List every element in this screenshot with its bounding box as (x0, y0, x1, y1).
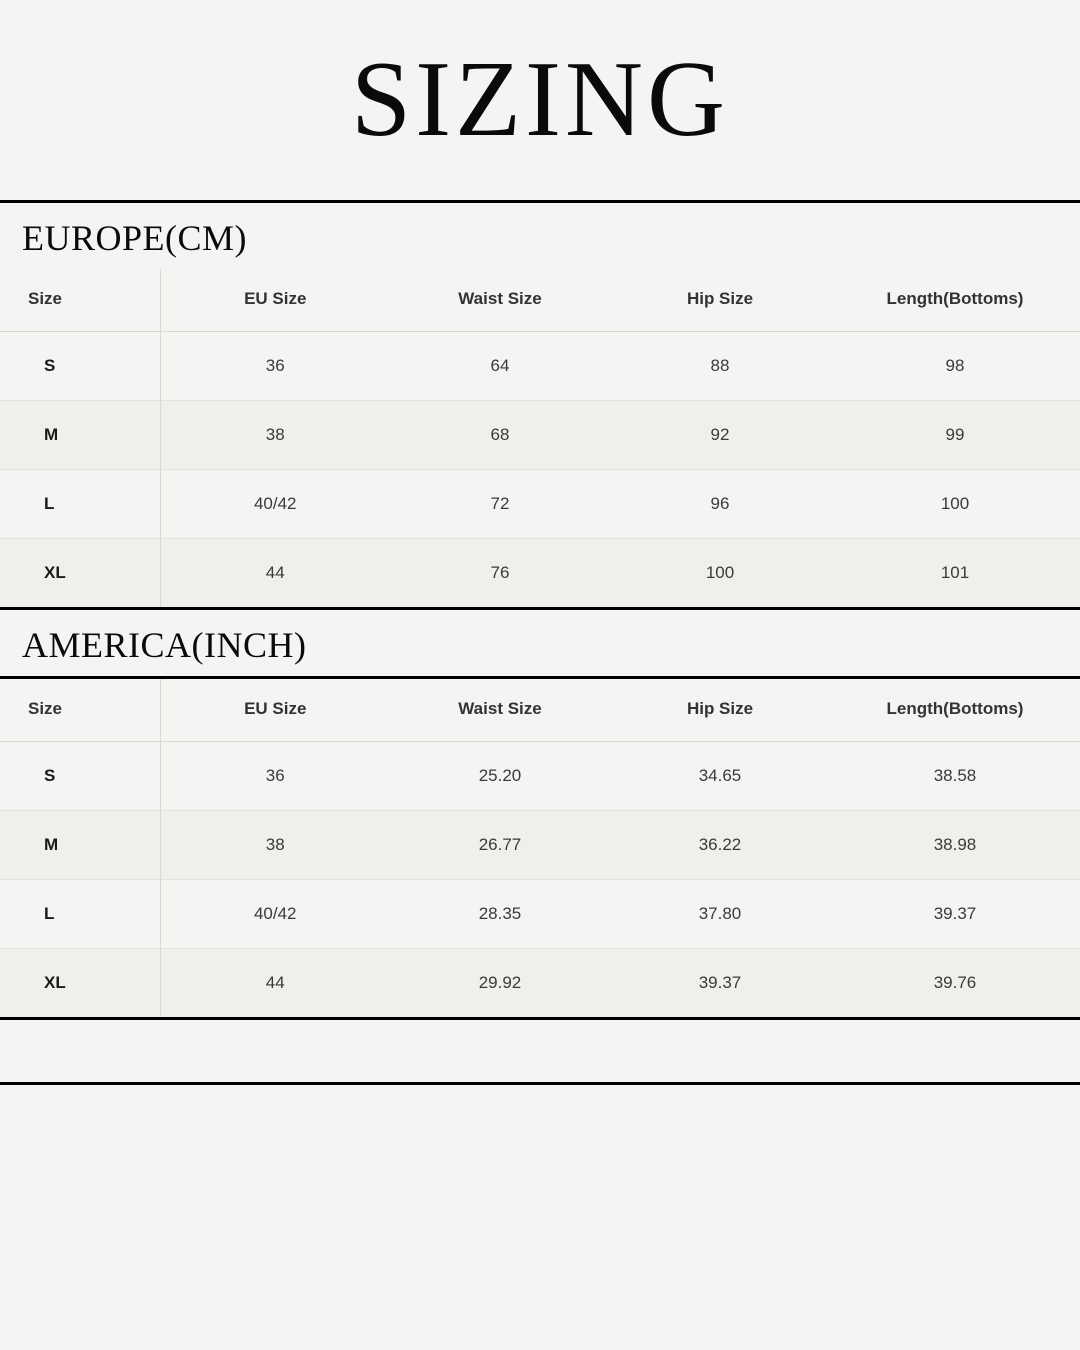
table-header-row (0, 269, 1080, 332)
cell-hip-size: 92 (610, 401, 830, 470)
cell-length: 38.58 (830, 742, 1080, 811)
table-header-row (0, 679, 1080, 742)
cell-hip-size: 37.80 (610, 880, 830, 949)
cell-length: 39.76 (830, 949, 1080, 1018)
cell-waist-size: 68 (390, 401, 610, 470)
column-header-size: Size (0, 679, 160, 742)
cell-eu-size: 40/42 (160, 470, 390, 539)
cell-eu-size: 40/42 (160, 880, 390, 949)
cell-length: 99 (830, 401, 1080, 470)
column-header-eu-size: EU Size (160, 269, 390, 332)
cell-waist-size: 26.77 (390, 811, 610, 880)
column-header-length: Length(Bottoms) (830, 679, 1080, 742)
cell-hip-size: 36.22 (610, 811, 830, 880)
footer-band-upper (0, 1020, 1080, 1082)
cell-waist-size: 28.35 (390, 880, 610, 949)
cell-size: L (0, 470, 160, 539)
title-area (0, 0, 1080, 200)
cell-length: 98 (830, 332, 1080, 401)
table-row (0, 401, 1080, 470)
cell-hip-size: 34.65 (610, 742, 830, 811)
cell-eu-size: 36 (160, 332, 390, 401)
page-title: SIZING (351, 40, 729, 159)
table-row (0, 539, 1080, 608)
cell-length: 38.98 (830, 811, 1080, 880)
cell-eu-size: 44 (160, 949, 390, 1018)
table-row (0, 742, 1080, 811)
cell-eu-size: 38 (160, 811, 390, 880)
column-header-hip-size: Hip Size (610, 269, 830, 332)
table-row (0, 949, 1080, 1018)
cell-size: XL (0, 949, 160, 1018)
size-table-europe (0, 269, 1080, 607)
footer-band-lower (0, 1085, 1080, 1245)
cell-size: S (0, 742, 160, 811)
column-header-size: Size (0, 269, 160, 332)
section-heading-america: AMERICA(INCH) (22, 625, 307, 665)
table-row (0, 332, 1080, 401)
cell-eu-size: 36 (160, 742, 390, 811)
cell-waist-size: 25.20 (390, 742, 610, 811)
cell-size: M (0, 401, 160, 470)
cell-waist-size: 72 (390, 470, 610, 539)
cell-hip-size: 100 (610, 539, 830, 608)
cell-eu-size: 38 (160, 401, 390, 470)
cell-waist-size: 29.92 (390, 949, 610, 1018)
table-row (0, 470, 1080, 539)
table-row (0, 811, 1080, 880)
cell-size: S (0, 332, 160, 401)
column-header-length: Length(Bottoms) (830, 269, 1080, 332)
section-heading-europe: EUROPE(CM) (22, 218, 248, 258)
column-header-waist-size: Waist Size (390, 679, 610, 742)
cell-size: M (0, 811, 160, 880)
cell-waist-size: 76 (390, 539, 610, 608)
cell-length: 101 (830, 539, 1080, 608)
column-header-eu-size: EU Size (160, 679, 390, 742)
cell-hip-size: 96 (610, 470, 830, 539)
cell-size: XL (0, 539, 160, 608)
cell-hip-size: 39.37 (610, 949, 830, 1018)
size-table-america (0, 679, 1080, 1017)
column-header-hip-size: Hip Size (610, 679, 830, 742)
cell-eu-size: 44 (160, 539, 390, 608)
column-header-waist-size: Waist Size (390, 269, 610, 332)
table-row (0, 880, 1080, 949)
cell-length: 39.37 (830, 880, 1080, 949)
cell-hip-size: 88 (610, 332, 830, 401)
cell-length: 100 (830, 470, 1080, 539)
cell-size: L (0, 880, 160, 949)
cell-waist-size: 64 (390, 332, 610, 401)
